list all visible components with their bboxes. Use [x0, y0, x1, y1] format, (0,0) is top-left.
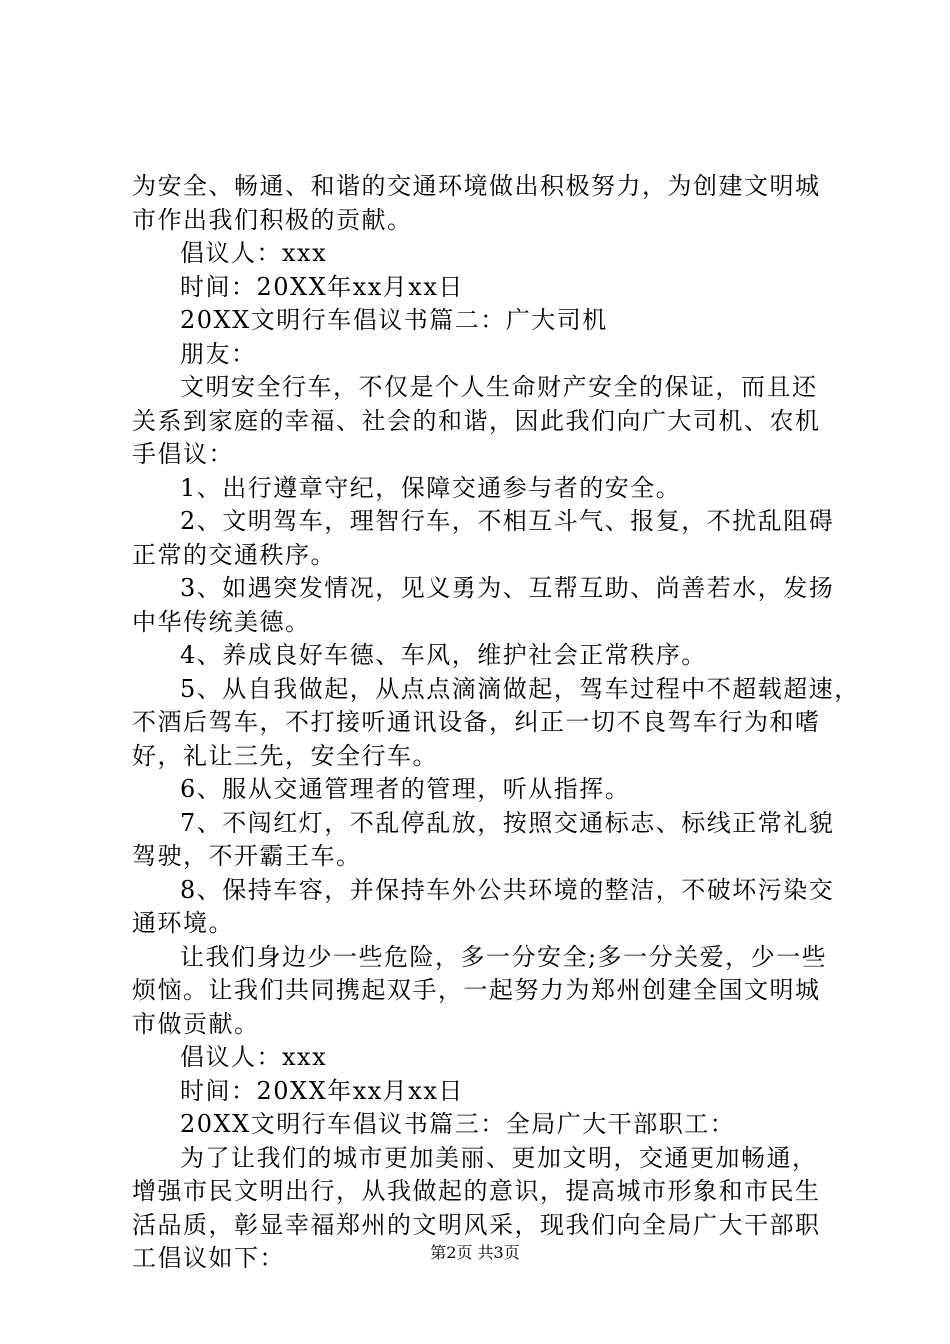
- text-line: 活品质，彰显幸福郑州的文明风采，现我们向全局广大干部职: [132, 1210, 821, 1239]
- text-line: 工倡议如下：: [132, 1244, 285, 1272]
- text-line: 时间：20XX年xx月xx日: [180, 1076, 464, 1105]
- text-line: 1、出行遵章守纪，保障交通参与者的安全。: [180, 473, 682, 502]
- text-line: 让我们身边少一些危险，多一分安全;多一分关爱，少一些: [180, 942, 828, 971]
- text-line: 烦恼。让我们共同携起双手，一起努力为郑州创建全国文明城: [132, 976, 821, 1004]
- text-line: 朋友：: [180, 339, 257, 368]
- text-line: 手倡议：: [132, 440, 234, 468]
- text-line: 市做贡献。: [132, 1009, 260, 1038]
- text-line: 8、保持车容，并保持车外公共环境的整洁，不破坏污染交: [180, 875, 835, 904]
- text-line: 通环境。: [132, 909, 234, 937]
- text-line: 正常的交通秩序。: [132, 540, 336, 569]
- text-line: 5、从自我做起，从点点滴滴做起，驾车过程中不超载超速，: [180, 674, 860, 703]
- text-line: 倡议人：xxx: [180, 1043, 328, 1071]
- text-line: 3、如遇突发情况，见义勇为、互帮互助、尚善若水，发扬: [180, 574, 835, 602]
- text-line: 中华传统美德。: [132, 607, 311, 636]
- text-line: 文明安全行车，不仅是个人生命财产安全的保证，而且还: [180, 373, 818, 401]
- text-line: 为了让我们的城市更加美丽、更加文明，交通更加畅通，: [180, 1143, 818, 1172]
- text-line: 2、文明驾车，理智行车，不相互斗气、报复，不扰乱阻碍: [180, 507, 835, 535]
- text-line: 增强市民文明出行，从我做起的意识，提高城市形象和市民生: [132, 1177, 821, 1205]
- text-line: 6、服从交通管理者的管理，听从指挥。: [180, 775, 631, 803]
- page-footer: 第2页 共3页: [430, 1243, 520, 1262]
- text-line: 4、养成良好车德、车风，维护社会正常秩序。: [180, 641, 707, 669]
- text-line: 倡议人：xxx: [180, 239, 328, 267]
- text-line: 时间：20XX年xx月xx日: [180, 272, 464, 301]
- text-line: 20XX文明行车倡议书篇三：全局广大干部职工：: [180, 1110, 736, 1138]
- text-line: 不酒后驾车，不打接听通讯设备，纠正一切不良驾车行为和嗜: [132, 708, 821, 736]
- document-body: [132, 170, 860, 1276]
- text-line: 驾驶，不开霸王车。: [132, 842, 362, 870]
- text-line: 20XX文明行车倡议书篇二：广大司机: [180, 306, 608, 334]
- text-line: 关系到家庭的幸福、社会的和谐，因此我们向广大司机、农机: [132, 406, 821, 435]
- text-line: 为安全、畅通、和谐的交通环境做出积极努力，为创建文明城: [132, 172, 821, 200]
- text-line: 市作出我们积极的贡献。: [132, 205, 413, 234]
- text-line: 好，礼让三先，安全行车。: [132, 741, 438, 770]
- text-line: 7、不闯红灯，不乱停乱放，按照交通标志、标线正常礼貌: [180, 808, 835, 837]
